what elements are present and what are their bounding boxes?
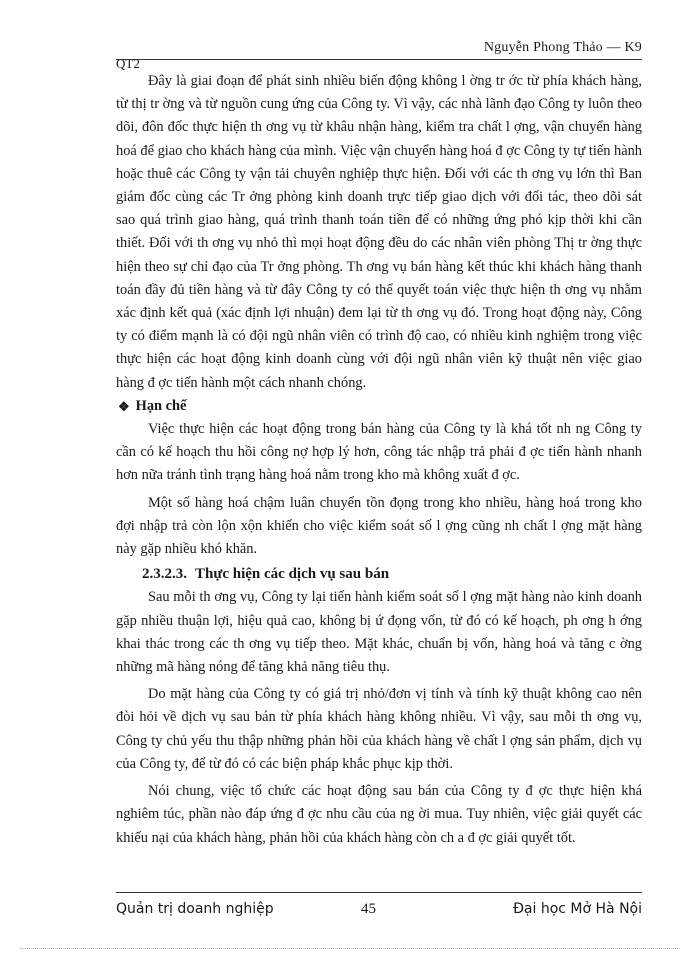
subheading-limitations [116, 395, 642, 418]
section-number: 2.3.2.3. [142, 566, 187, 583]
body-paragraph: Do mặt hàng của Công ty có giá trị nhỏ/đơn vị tính và tính kỹ thuật không cao nên đòi hỏi về dịch vụ sau bán từ phía khách hàng không nhiều. Vì vậy, sau mỗi th ơng vụ, Công ty chủ yếu thu thập những phản hồi của khách hàng về chất l ợng sản phẩm, dịch vụ của Công ty, để từ đó có các biện pháp khắc phục kịp thời. [116, 686, 642, 772]
footer-divider [116, 892, 642, 893]
body-paragraph: Nói chung, việc tổ chức các hoạt động sau bán của Công ty đ ợc thực hiện khá nghiêm túc, phần nào đáp ứng đ ợc nhu cầu của ng ời mua. Tuy nhiên, việc giải quyết các khiếu nại của khách hàng, phản hồi của khách hàng còn ch a đ ợc giải quyết tốt. [116, 783, 642, 846]
header-author: Nguyễn Phong Thảo — K9 [483, 40, 642, 55]
header-divider [116, 59, 642, 60]
section-heading [116, 563, 642, 586]
page-edge-divider [20, 948, 680, 949]
body-paragraph: Việc thực hiện các hoạt động trong bán hàng của Công ty là khá tốt nh ng Công ty cần có kế hoạch thu hồi công nợ hợp lý hơn, công tác nhập trả phải đ ợc tiến hành nhanh hơn nữa tránh tình trạng hàng hoá nằm trong kho mà không xuất đ ợc. [116, 421, 642, 484]
subheading-label: Hạn chế [135, 397, 187, 414]
page-number: 45 [361, 901, 376, 917]
header-class-code: QT2 [116, 56, 140, 71]
body-paragraph: Đây là giai đoạn để phát sinh nhiều biến động không l ờng tr ớc từ phía khách hàng, từ thị tr ờng và từ nguồn cung ứng của Công ty. Vì vậy, các nhà lãnh đạo Công ty luôn theo dõi, đôn đốc thực hiện th ơng vụ từ khâu nhận hàng, kiểm tra chất l ợng, vận chuyển hàng hoá để giao cho khách hàng của mình. Việc vận chuyển hàng hoá đ ợc Công ty tự tiến hành hoặc thuê các Công ty vận tải chuyên nghiệp thực hiện. Đối với các th ơng vụ lớn thì Ban giám đốc cùng các Tr ởng phòng kinh doanh trực tiếp giao dịch với đối tác, theo dõi sát sao quá trình giao hàng, quá trình thanh toán tiền để có những ứng phó kịp thời khi cần thiết. Đối với th ơng vụ nhỏ thì mọi hoạt động đều do các nhân viên phòng Thị tr ờng thực hiện theo sự chỉ đạo của Tr ởng phòng. Th ơng vụ bán hàng kết thúc khi khách hàng thanh toán đầy đủ tiền hàng và từ đây Công ty có thể quyết toán việc thực hiện th ơng vụ nhằm xác định kết quả (xác định lợi nhuận) đem lại từ th ơng vụ đó. Trong hoạt động này, Công ty có điểm mạnh là có đội ngũ nhân viên có trình độ cao, có nhiều kinh nghiệm trong việc thực hiện các hoạt động kinh doanh cùng với đội ngũ nhân viên kỹ thuật nên việc giao hàng đ ợc tiến hành một cách nhanh chóng. [116, 73, 642, 391]
page-body [116, 70, 642, 850]
section-title: Thực hiện các dịch vụ sau bán [195, 566, 390, 583]
body-paragraph: Một số hàng hoá chậm luân chuyển tồn đọng trong kho nhiều, hàng hoá trong kho đợi nhập trả còn lộn xộn khiến cho việc kiểm soát số l ợng cũng nh chất l ợng mặt hàng này gặp nhiều khó khăn. [116, 494, 642, 558]
footer-course: Quản trị doanh nghiệp [116, 901, 274, 917]
body-paragraph: Sau mỗi th ơng vụ, Công ty lại tiến hành kiểm soát số l ợng mặt hàng nào kinh doanh gặp nhiều thuận lợi, hiệu quả cao, không bị ứ đọng vốn, từ đó có kế hoạch, ph ơng h ớng khai thác trong các th ơng vụ tiếp theo. Mặt khác, chuẩn bị vốn, hàng hoá và tăng c ờng những mã hàng nóng để tăng khả năng tiêu thụ. [116, 589, 642, 676]
diamond-bullet-icon: ❖ [118, 398, 130, 414]
footer-university: Đại học Mở Hà Nội [513, 901, 642, 917]
